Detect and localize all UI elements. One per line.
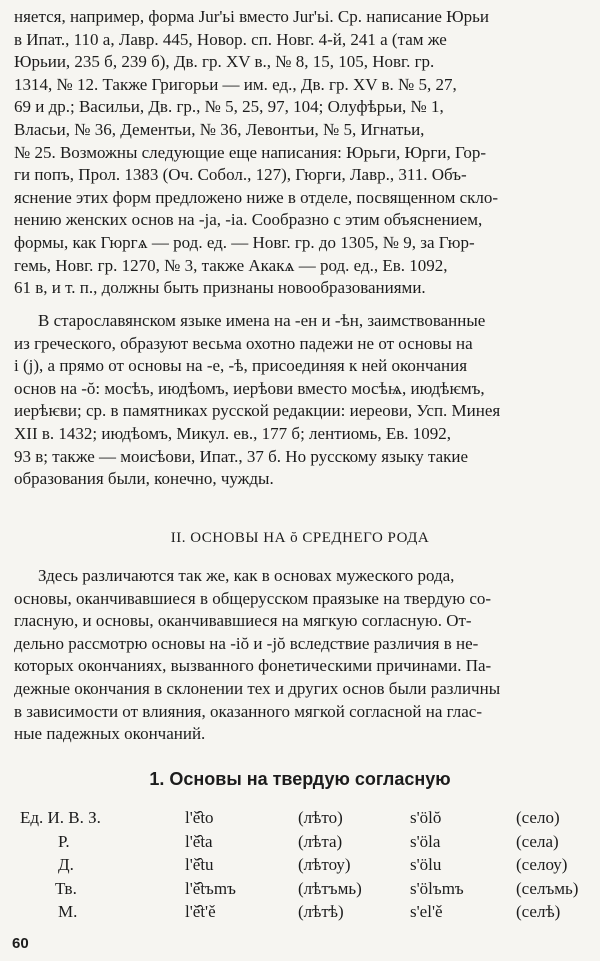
text-line: яснение этих форм предложено ниже в отделе, посвященном скло-	[14, 187, 499, 207]
paragraph-2	[14, 310, 586, 491]
declension-row	[0, 832, 600, 856]
declension-table	[0, 808, 600, 926]
text-line: Юрьии, 235 б, 239 б), Дв. гр. XV в., № 8, 15, 105, Новг. гр.	[14, 52, 435, 72]
declension-row	[0, 855, 600, 879]
text-line: 1314, № 12. Также Григорьи — им. ед., Дв. гр. XV в. № 5, 27,	[14, 74, 457, 94]
gloss-selo: (селъмь)	[516, 878, 579, 898]
form-selo: s'ölu	[410, 855, 442, 874]
form-leto: l'ě̂tъmъ	[185, 878, 236, 898]
gloss-leto: (лѣта)	[298, 831, 343, 851]
text-line: основы, оканчивавшиеся в общерусском праязыке на твердую со-	[14, 588, 492, 608]
text-line: ные падежных окончаний.	[14, 724, 206, 744]
paragraph-1	[14, 6, 586, 300]
declension-row	[0, 808, 600, 832]
form-selo: s'öla	[410, 831, 441, 851]
gloss-leto: (лѣтъмь)	[298, 878, 362, 898]
text-line: i (j), а прямо от основы на -e, -ѣ, присоединяя к ней окончания	[14, 356, 468, 376]
form-leto: l'ě̂tu	[185, 855, 214, 874]
case-label: Д.	[58, 855, 74, 874]
form-selo: s'ölъmъ	[410, 878, 464, 898]
text-line: иерѣѥви; ср. в памятниках русской редакции: иереови, Усп. Минея	[14, 401, 501, 421]
text-line: основ на -ŏ: мосѣъ, июдѣомъ, иерѣови вместо мосѣѩ, июдѣѥмъ,	[14, 378, 485, 398]
text-line: образования были, конечно, чужды.	[14, 469, 274, 489]
text-line: Власьи, № 36, Дементьи, № 36, Левонтьи, № 5, Игнатьи,	[14, 119, 425, 139]
text-line: нению женских основ на -ja, -ia. Сообразно с этим объяснением,	[14, 210, 483, 230]
form-selo: s'el'ě	[410, 902, 443, 921]
case-label: Р.	[58, 831, 70, 851]
text-line: 69 и др.; Васильи, Дв. гр., № 5, 25, 97, 104; Олуфѣрьи, № 1,	[14, 97, 444, 117]
gloss-selo: (села)	[516, 831, 559, 851]
text-line: которых окончаниях, вызванного фонетическими причинами. Па-	[14, 656, 492, 676]
text-line: дельно рассмотрю основы на -iŏ и -jŏ вследствие различия в не-	[14, 633, 479, 653]
form-leto: l'ě̂ta	[185, 831, 213, 851]
section-title: II. ОСНОВЫ НА ŏ СРЕДНЕГО РОДА	[170, 530, 430, 546]
text-line: Здесь различаются так же, как в основах мужеского рода,	[38, 566, 455, 585]
declension-row	[0, 902, 600, 926]
text-line: 93 в; также — моисѣови, Ипат., 37 б. Но русскому языку такие	[14, 446, 469, 466]
declension-row	[0, 879, 600, 903]
text-line: формы, как Гюргѧ — род. ед. — Новг. гр. до 1305, № 9, за Гюр-	[14, 232, 475, 252]
form-leto: l'ě̂t'ě	[185, 902, 216, 921]
text-line: гласную, и основы, оканчивавшиеся на мягкую согласную. От-	[14, 611, 472, 631]
form-selo: s'ölŏ	[410, 808, 442, 827]
gloss-leto: (лѣто)	[298, 808, 343, 827]
gloss-selo: (селоу)	[516, 855, 568, 874]
text-line: № 25. Возможны следующие еще написания: Юрьги, Юрги, Гор-	[14, 142, 486, 162]
text-line: ги попъ, Прол. 1383 (Оч. Собол., 127), Гюрги, Лавр., 311. Объ-	[14, 165, 467, 185]
text-line: в Ипат., 110 а, Лавр. 445, Новор. сп. Новг. 4-й, 241 а (там же	[14, 29, 447, 49]
subsection-title: 1. Основы на твердую согласную	[149, 769, 451, 789]
text-line: В старославянском языке имена на -ен и -ѣн, заимствованные	[38, 311, 486, 330]
page-number: 60	[12, 935, 29, 952]
case-label: Ед. И. В. З.	[20, 808, 101, 827]
paragraph-3	[14, 565, 586, 746]
text-line: из греческого, образуют весьма охотно падежи не от основы на	[14, 333, 473, 353]
text-line: 61 в, и т. п., должны быть признаны новообразованиями.	[14, 278, 426, 298]
case-label: Тв.	[55, 878, 77, 898]
case-label: М.	[58, 902, 78, 921]
text-line: XII в. 1432; июдѣомъ, Микул. ев., 177 б; лентиомь, Ев. 1092,	[14, 423, 452, 443]
text-line: няется, например, форма Jur'ьi вместо Jur'ьi. Ср. написание Юрьи	[14, 7, 489, 26]
gloss-leto: (лѣтѣ)	[298, 902, 344, 921]
text-line: дежные окончания в склонении тех и других основ были различны	[14, 678, 501, 698]
text-line: гемь, Новг. гр. 1270, № 3, также Акакѧ — род. ед., Ев. 1092,	[14, 255, 448, 275]
text-line: в зависимости от влияния, оказанного мягкой согласной на глас-	[14, 701, 482, 721]
gloss-selo: (селѣ)	[516, 902, 561, 921]
form-leto: l'ě̂to	[185, 808, 214, 827]
gloss-leto: (лѣтоу)	[298, 855, 351, 874]
gloss-selo: (село)	[516, 808, 560, 827]
